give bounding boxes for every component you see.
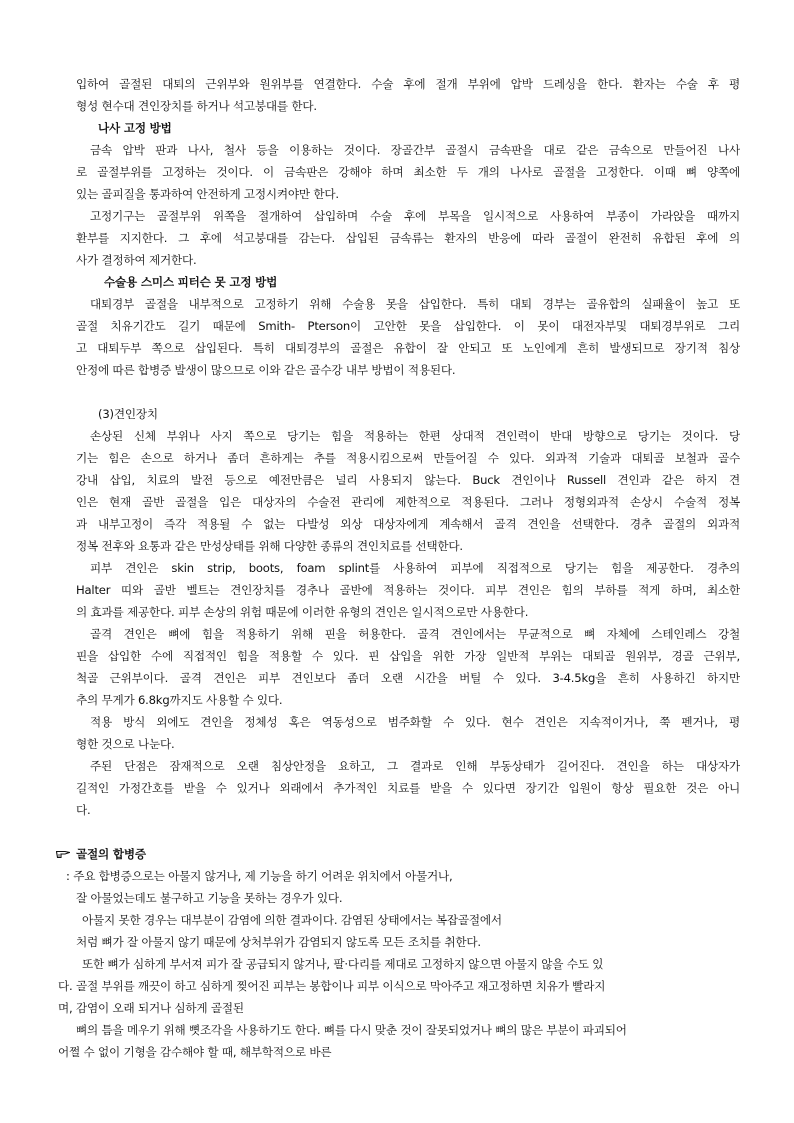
subheading-screw-fixation: 나사 고정 방법: [98, 121, 172, 135]
text-line: 과 내부고정이 즉각 적용될 수 없는 다발성 외상 대상자에게 계속해서 골격 견인을 선택한다. 경추 골절의 외과적: [76, 517, 740, 531]
text-line: 길적인 가정간호를 받을 수 있거나 외래에서 추가적인 치료를 받을 수 있다면 장기간 입원이 항상 필요한 것은 아니: [76, 781, 740, 795]
text-line: 추의 무게가 6.8kg까지도 사용할 수 있다.: [76, 693, 283, 707]
text-line: 금속 압박 판과 나사, 철사 등을 이용하는 것이다. 장골간부 골절시 금속판을 대로 같은 금속으로 만들어진 나사: [90, 143, 740, 157]
text-line: 형성 현수대 견인장치를 하거나 석고붕대를 한다.: [76, 99, 317, 113]
text-line: 피부 견인은 skin strip, boots, foam splint를 사용하여 피부에 직접적으로 당기는 힘을 제공한다. 경추의: [90, 561, 740, 575]
text-line: 다. 골절 부위를 깨끗이 하고 심하게 찢어진 피부는 봉합이나 피부 이식으로 막아주고 재고정하면 치유가 빨라지: [58, 979, 606, 993]
text-line: 골격 견인은 뼈에 힘을 적용하기 위해 핀을 허용한다. 골격 견인에서는 무균적으로 뼈 자체에 스테인레스 강철: [90, 627, 740, 641]
text-line: 강내 삽입, 치료의 발전 등으로 예전만큼은 널리 사용되지 않는다. Buck 견인이나 Russell 견인과 같은 하지 견: [76, 473, 740, 487]
text-line: 손상된 신체 부위나 사지 쪽으로 당기는 힘을 적용하는 한편 상대적 견인력이 반대 방향으로 당기는 것이다. 당: [90, 429, 740, 443]
text-line: 대퇴경부 골절을 내부적으로 고정하기 위해 수술용 못을 삽입한다. 특히 대퇴 경부는 골유합의 실패율이 높고 또: [90, 297, 740, 311]
subheading-smith-petersen-nail: 수술용 스미스 피터슨 못 고정 방법: [104, 275, 278, 289]
text-line: 잘 아물었는데도 불구하고 기능을 못하는 경우가 있다.: [76, 891, 343, 905]
text-line: 주된 단점은 잠재적으로 오랜 침상안정을 요하고, 그 결과로 인해 부동상태가 길어진다. 견인을 하는 대상자가: [90, 759, 740, 773]
text-line: 어쩔 수 없이 기형을 감수해야 할 때, 해부학적으로 바른: [58, 1045, 332, 1059]
text-line: 사가 결정하여 제거한다.: [76, 253, 197, 267]
text-line: 고정기구는 골절부위 위쪽을 절개하여 삽입하며 수술 후에 부목을 일시적으로 사용하여 부종이 가라앉을 때까지: [90, 209, 740, 223]
text-line: 입하여 골절된 대퇴의 근위부와 원위부를 연결한다. 수술 후에 절개 부위에 압박 드레싱을 한다. 환자는 수술 후 평: [76, 77, 740, 91]
text-line: 기는 힘은 손으로 하거나 좀더 흔하게는 추를 적용시킴으로써 만들어질 수 있다. 외과적 기술과 대퇴골 보철과 골수: [76, 451, 740, 465]
text-line: 척골 근위부이다. 골격 견인은 피부 견인보다 좀더 오랜 시간을 버틸 수 있다. 3-4.5kg을 흔히 사용하긴 하지만: [76, 671, 740, 685]
text-line: 형한 것으로 나눈다.: [76, 737, 175, 751]
text-line: 또한 뼈가 심하게 부서져 피가 잘 공급되지 않거나, 팔·다리를 제대로 고정하지 않으면 아물지 않을 수도 있: [82, 957, 604, 971]
subheading-traction: (3)견인장치: [98, 407, 158, 421]
text-line: 며, 감염이 오래 되거나 심하게 골절된: [58, 1001, 244, 1015]
text-line: 처럼 뼈가 잘 아물지 않기 때문에 상처부위가 감염되지 않도록 모든 조치를 취한다.: [76, 935, 481, 949]
text-line: 골절 치유기간도 길기 때문에 Smith- Pterson이 고안한 못을 삽입한다. 이 못이 대전자부및 대퇴경부위로 그리: [76, 319, 740, 333]
text-line: 로 골절부위를 고정하는 것이다. 이 금속판은 강해야 하며 최소한 두 개의 나사로 골절을 고정한다. 이때 뼈 양쪽에: [76, 165, 740, 179]
text-line: 다.: [76, 803, 91, 817]
text-line: 정복 전후와 요통과 같은 만성상태를 위해 다양한 종류의 견인치료를 선택한다.: [76, 539, 463, 553]
section-heading-text: 골절의 합병증: [76, 847, 146, 861]
text-line: 안정에 따른 합병증 발생이 많으므로 이와 같은 골수강 내부 방법이 적용된다.: [76, 363, 456, 377]
text-line: 아물지 못한 경우는 대부분이 감염에 의한 결과이다. 감염된 상태에서는 복잡골절에서: [82, 913, 502, 927]
text-line: 핀을 삽입한 수에 직접적인 힘을 적용할 수 있다. 핀 삽입을 위한 가장 일반적 부위는 대퇴골 원위부, 경골 근위부,: [76, 649, 740, 663]
text-line: 뼈의 틈을 메우기 위해 뼛조각을 사용하기도 한다. 뼈를 다시 맞춘 것이 잘못되었거나 뼈의 많은 부분이 파괴되어: [76, 1023, 627, 1037]
text-line: 고 대퇴두부 쪽으로 삽입된다. 특히 대퇴경부의 골절은 유합이 잘 안되고 또 노인에게 흔히 발생되므로 장기적 침상: [76, 341, 740, 355]
text-line: : 주요 합병증으로는 아물지 않거나, 제 기능을 하기 어려운 위치에서 아물거나,: [66, 869, 453, 883]
text-line: 의 효과를 제공한다. 피부 손상의 위험 때문에 이러한 유형의 견인은 일시적으로만 사용한다.: [76, 605, 529, 619]
section-heading-complications: [56, 844, 720, 864]
text-line: 환부를 지지한다. 그 후에 석고붕대를 감는다. 삽입된 금속류는 환자의 반응에 따라 골절이 완전히 유합된 후에 의: [76, 231, 740, 245]
text-line: Halter 띠와 골반 벨트는 견인장치를 경추나 골반에 적용하는 것이다. 피부 견인은 힘의 부하를 적게 하며, 최소한: [76, 583, 740, 597]
text-line: 적용 방식 외에도 견인을 정체성 혹은 역동성으로 범주화할 수 있다. 현수 견인은 지속적이거나, 쭉 펜거나, 평: [90, 715, 740, 729]
pointing-hand-icon: [56, 844, 70, 864]
text-line: 인은 현재 골반 골절을 입은 대상자의 수술전 관리에 제한적으로 적용된다. 그러나 정형외과적 손상시 수술적 정복: [76, 495, 740, 509]
text-line: 있는 골피질을 통과하여 안전하게 고정시켜야만 한다.: [76, 187, 339, 201]
